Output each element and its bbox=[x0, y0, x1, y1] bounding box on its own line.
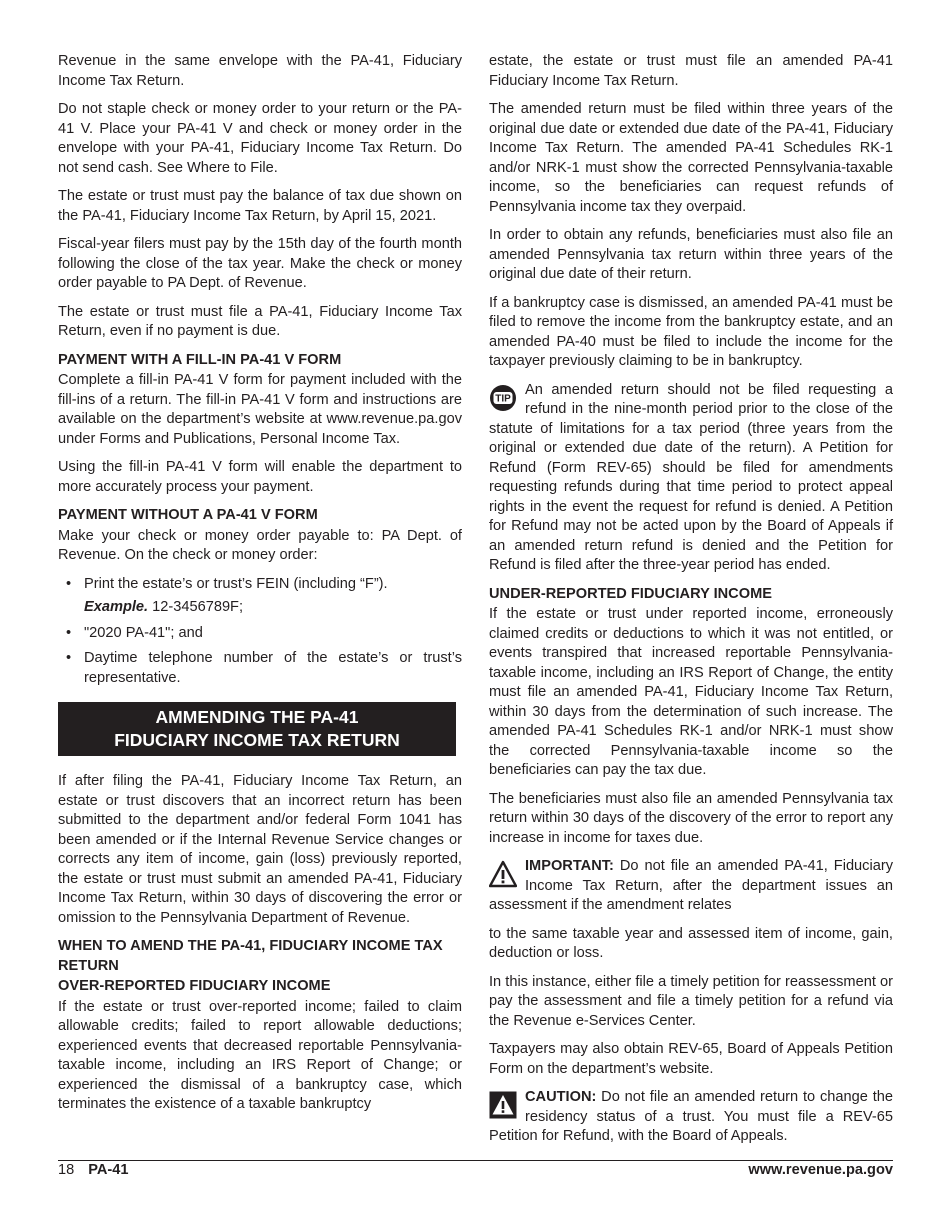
banner-line: FIDUCIARY INCOME TAX RETURN bbox=[114, 729, 400, 750]
paragraph: If the estate or trust over-reported income; failed to claim allowable credits; failed to report allowable deductions; experienced events that decreased reportable Pennsylvania-taxable income, including an IRS Report of Change; or experienced the dismissal of a bankruptcy case, which terminates the existence of a taxable bankruptcy bbox=[58, 998, 462, 1112]
paragraph: to the same taxable year and assessed item of income, gain, deduction or loss. bbox=[489, 925, 893, 961]
tip-notice bbox=[489, 381, 893, 576]
paragraph: Using the fill-in PA-41 V form will enable the department to more accurately process your payment. bbox=[58, 459, 462, 495]
page-number: 18 bbox=[58, 1162, 75, 1178]
section-heading: PAYMENT WITHOUT A PA-41 V FORM bbox=[58, 507, 318, 523]
caution-notice bbox=[489, 1088, 893, 1147]
list-item: • Daytime telephone number of the estate’s or trust’s representative. bbox=[66, 650, 462, 686]
important-text: Do not file an amended PA-41, Fiduciary Income Tax Return, after the department issues an assessment if the amendment relates bbox=[489, 858, 893, 913]
paragraph: Revenue in the same envelope with the PA-41, Fiduciary Income Tax Return. bbox=[58, 53, 462, 89]
warning-icon bbox=[489, 860, 517, 888]
tip-icon bbox=[489, 384, 517, 412]
footer-left bbox=[58, 1161, 129, 1181]
paragraph: If the estate or trust under reported income, erroneously claimed credits or deductions to which it was not entitled, or events transpired that increased reportable Pennsylvania-taxable income, including an IRS Report of Change, the entity must file an amended PA-41, Fiduciary Income Tax Return, within 30 days from the determination of such increase. The amended PA-41 Schedules RK-1 and/or NRK-1 must show the corrected Pennsylvania-taxable income so the beneficiaries can pay the tax due. bbox=[489, 606, 893, 778]
paragraph: Do not staple check or money order to your return or the PA-41 V. Place your PA-41 V and check or money order in the envelope with your PA-41, Fiduciary Income Tax Return. Do not send cash. See Where to File. bbox=[58, 101, 462, 176]
caution-label: CAUTION: bbox=[525, 1089, 597, 1105]
paragraph: In this instance, either file a timely petition for reassessment or pay the assessment and file a timely petition for a refund via the Revenue e-Services Center. bbox=[489, 973, 893, 1029]
section-heading: WHEN TO AMEND THE PA-41, FIDUCIARY INCOME TAX RETURN bbox=[58, 938, 443, 974]
section-heading: UNDER-REPORTED FIDUCIARY INCOME bbox=[489, 585, 772, 602]
example-line bbox=[58, 598, 462, 618]
section-heading: OVER-REPORTED FIDUCIARY INCOME bbox=[58, 978, 331, 994]
important-label: IMPORTANT: bbox=[525, 858, 614, 874]
paragraph: If after filing the PA-41, Fiduciary Income Tax Return, an estate or trust discovers that an incorrect return has been submitted to the department and/or federal Form 1041 has been amended or if the Internal Revenue Service changes or corrects any item of income, gain (loss) previously reported, the estate or trust must submit an amended PA-41, Fiduciary Income Tax Return, within 30 days of discovering the error or omission to the Pennsylvania Department of Revenue. bbox=[58, 773, 462, 926]
bullet-icon: • bbox=[66, 650, 72, 666]
section-heading: PAYMENT WITH A FILL-IN PA-41 V FORM bbox=[58, 351, 342, 368]
tip-icon-label: TIP bbox=[495, 393, 511, 405]
right-column bbox=[489, 52, 893, 1156]
section-banner bbox=[58, 702, 456, 756]
left-column bbox=[58, 52, 462, 1124]
banner-line: AMMENDING THE PA-41 bbox=[155, 707, 359, 727]
paragraph: If a bankruptcy case is dismissed, an amended PA-41 must be filed to remove the income from the bankruptcy estate, and an amended PA-40 must be filed to include the income for the taxpayer previously claiming to be in bankruptcy. bbox=[489, 294, 893, 369]
paragraph: The beneficiaries must also file an amended Pennsylvania tax return within 30 days of the discovery of the error to report any increase in income for taxes due. bbox=[489, 790, 893, 846]
bullet-list bbox=[58, 575, 462, 689]
paragraph: Taxpayers may also obtain REV-65, Board of Appeals Petition Form on the department’s website. bbox=[489, 1041, 893, 1077]
paragraph: The amended return must be filed within three years of the original due date or extended due date of the PA-41, Fiduciary Income Tax Return. The amended PA-41 Schedules RK-1 and/or NRK-1 must show the corrected Pennsylvania-taxable income, so the beneficiaries can request refunds of Pennsylvania income tax they overpaid. bbox=[489, 101, 893, 215]
caution-icon bbox=[489, 1091, 517, 1119]
paragraph: Complete a fill-in PA-41 V form for payment included with the fill-ins of a return. The fill-in PA-41 V form and instructions are available on the department’s website at www.revenue.pa.gov under Forms and Publications, Personal Income Tax. bbox=[58, 372, 462, 447]
paragraph: Make your check or money order payable to: PA Dept. of Revenue. On the check or money order: bbox=[58, 527, 462, 563]
bullet-icon: • bbox=[66, 624, 72, 641]
bullet-icon: • bbox=[66, 575, 72, 592]
paragraph: Fiscal-year filers must pay by the 15th day of the fourth month following the close of the tax year. Make the check or money order payable to PA Dept. of Revenue. bbox=[58, 236, 462, 291]
important-notice bbox=[489, 857, 893, 916]
list-item: • Print the estate’s or trust’s FEIN (including “F”). bbox=[58, 575, 462, 595]
tip-text: An amended return should not be filed requesting a refund in the nine-month period prior to the close of the statute of limitations for a tax period (three years from the original or extended due date of the return). A Petition for Refund (Form REV-65) should be filed for amendments requesting refunds during that time period to protect appeal rights in the event the request for refund is denied. A Petition for Refund may not be acted upon by the Board of Appeals if an amended return refund is denied and the Petition for Refund is filed after the three-year period has ended. bbox=[489, 381, 893, 573]
paragraph: In order to obtain any refunds, beneficiaries must also file an amended Pennsylvania tax return within three years of the original due date of their return. bbox=[489, 227, 893, 282]
footer-website: www.revenue.pa.gov bbox=[748, 1162, 893, 1178]
example-value: 12-3456789F; bbox=[148, 599, 244, 615]
list-item: • "2020 PA-41"; and bbox=[58, 624, 462, 644]
paragraph: The estate or trust must file a PA-41, Fiduciary Income Tax Return, even if no payment is due. bbox=[58, 303, 462, 339]
caution-text: Do not file an amended return to change the residency status of a trust. You must file a REV-65 Petition for Refund, with the Board of Appeals. bbox=[489, 1089, 893, 1144]
paragraph: The estate or trust must pay the balance of tax due shown on the PA-41, Fiduciary Income Tax Return, by April 15, 2021. bbox=[58, 188, 462, 224]
form-name: PA-41 bbox=[88, 1162, 129, 1178]
paragraph: estate, the estate or trust must file an amended PA-41 Fiduciary Income Tax Return. bbox=[489, 53, 893, 89]
example-label: Example. bbox=[84, 599, 149, 615]
